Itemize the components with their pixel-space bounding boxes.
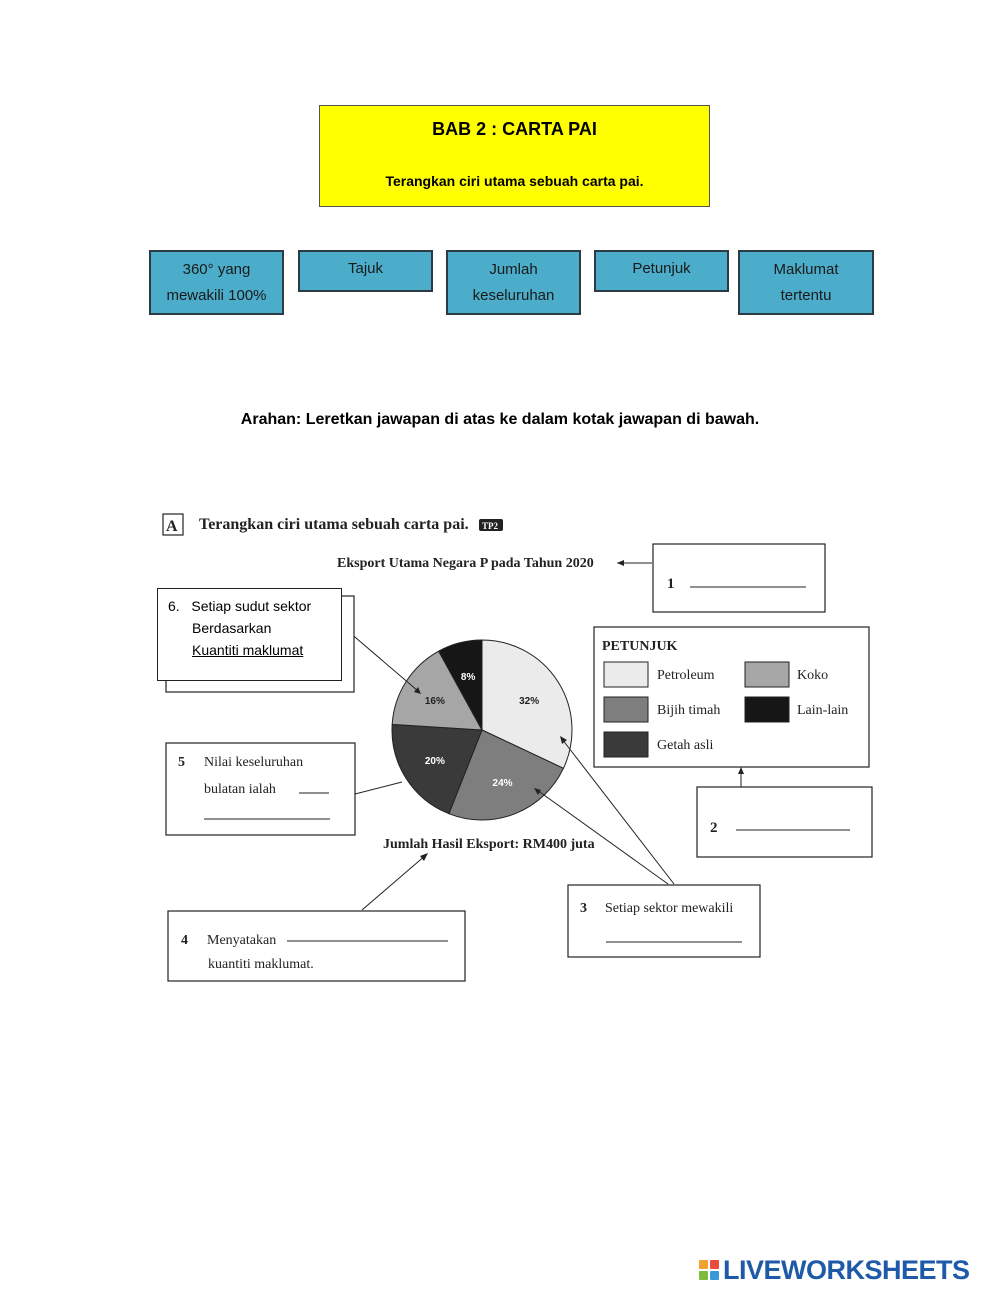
- legend-label-petroleum: Petroleum: [657, 668, 715, 683]
- instruction-text: Arahan: Leretkan jawapan di atas ke dalam kotak jawapan di bawah.: [240, 411, 760, 428]
- answer-box-5-number: 5: [178, 755, 185, 770]
- question-letter: A: [166, 518, 178, 535]
- arrow-line-4: [362, 855, 426, 910]
- answer-box-3[interactable]: [568, 885, 760, 957]
- legend-label-bijih-timah: Bijih timah: [657, 703, 721, 718]
- answer-box-4-number: 4: [181, 933, 188, 948]
- pie-label-koko: 16%: [424, 696, 445, 708]
- legend-label-lain-lain: Lain-lain: [797, 703, 849, 718]
- option-maklumat-tertentu[interactable]: [738, 250, 874, 315]
- chart-footer: Jumlah Hasil Eksport: RM400 juta: [383, 837, 595, 852]
- arrow-head-4: [420, 853, 428, 861]
- tp-badge-label: TP2: [482, 521, 499, 531]
- pie-label-bijih-timah: 24%: [492, 777, 513, 789]
- option-line: Tajuk: [347, 260, 384, 277]
- legend-swatch-getah-asli: [604, 732, 648, 757]
- option-line: keseluruhan: [472, 287, 555, 304]
- worksheet-figure: [150, 500, 890, 1000]
- answer-box-2[interactable]: [697, 787, 872, 857]
- answer-box-1[interactable]: [653, 544, 825, 612]
- answer-box-5-text: Nilai keseluruhan: [204, 755, 304, 770]
- answer-box-4-text2: kuantiti maklumat.: [208, 957, 314, 972]
- arrow-head-1: [617, 560, 624, 566]
- option-360-degrees[interactable]: [149, 250, 284, 315]
- answer-box-4-text: Menyatakan: [207, 933, 277, 948]
- pie-label-petroleum: 32%: [519, 696, 540, 708]
- legend-label-koko: Koko: [797, 668, 829, 683]
- liveworksheets-logo: [698, 1255, 970, 1285]
- option-tajuk[interactable]: [298, 250, 433, 292]
- pie-chart: [392, 640, 572, 820]
- legend-swatch-bijih-timah: [604, 697, 648, 722]
- arrow-head-2: [738, 767, 744, 774]
- answer-box-6-line1: [168, 595, 341, 617]
- pie-label-getah-asli: 20%: [424, 755, 445, 767]
- answer-box-6-line2: Berdasarkan: [192, 620, 272, 636]
- answer-box-5-text2: bulatan ialah: [204, 782, 276, 797]
- option-line: tertentu: [780, 287, 832, 304]
- pie-label-lain-lain: 8%: [460, 671, 476, 683]
- legend-swatch-petroleum: [604, 662, 648, 687]
- logo-squares-icon: [698, 1259, 720, 1281]
- option-line: mewakili 100%: [166, 287, 267, 304]
- answer-box-3-text: Setiap sektor mewakili: [605, 901, 734, 916]
- option-line: Maklumat: [773, 261, 839, 278]
- answer-box-6-line3: Kuantiti maklumat: [192, 642, 304, 658]
- logo-text: LIVEWORKSHEETS: [723, 1254, 970, 1285]
- arrow-line-5: [355, 782, 402, 794]
- answer-box-1-number: 1: [667, 576, 675, 592]
- option-line: Jumlah: [489, 261, 538, 278]
- page-title: BAB 2 : CARTA PAI: [432, 119, 597, 139]
- answer-box-6[interactable]: [157, 588, 342, 681]
- legend-swatch-koko: [745, 662, 789, 687]
- legend-title: PETUNJUK: [602, 639, 678, 654]
- legend-label-getah-asli: Getah asli: [657, 738, 714, 753]
- answer-box-6-number: 6.: [168, 598, 180, 614]
- answer-box-2-number: 2: [710, 820, 718, 836]
- option-jumlah-keseluruhan[interactable]: [446, 250, 581, 315]
- title-box: [319, 105, 710, 207]
- answer-box-3-number: 3: [580, 901, 587, 916]
- option-line: Petunjuk: [632, 260, 691, 277]
- legend-swatch-lain-lain: [745, 697, 789, 722]
- page-subtitle: Terangkan ciri utama sebuah carta pai.: [385, 173, 644, 189]
- question-text: Terangkan ciri utama sebuah carta pai.: [199, 516, 469, 533]
- option-petunjuk[interactable]: [594, 250, 729, 292]
- answer-box-6-text: Setiap sudut sektor: [191, 598, 312, 614]
- chart-title: Eksport Utama Negara P pada Tahun 2020: [337, 556, 594, 571]
- option-line: 360° yang: [182, 261, 251, 278]
